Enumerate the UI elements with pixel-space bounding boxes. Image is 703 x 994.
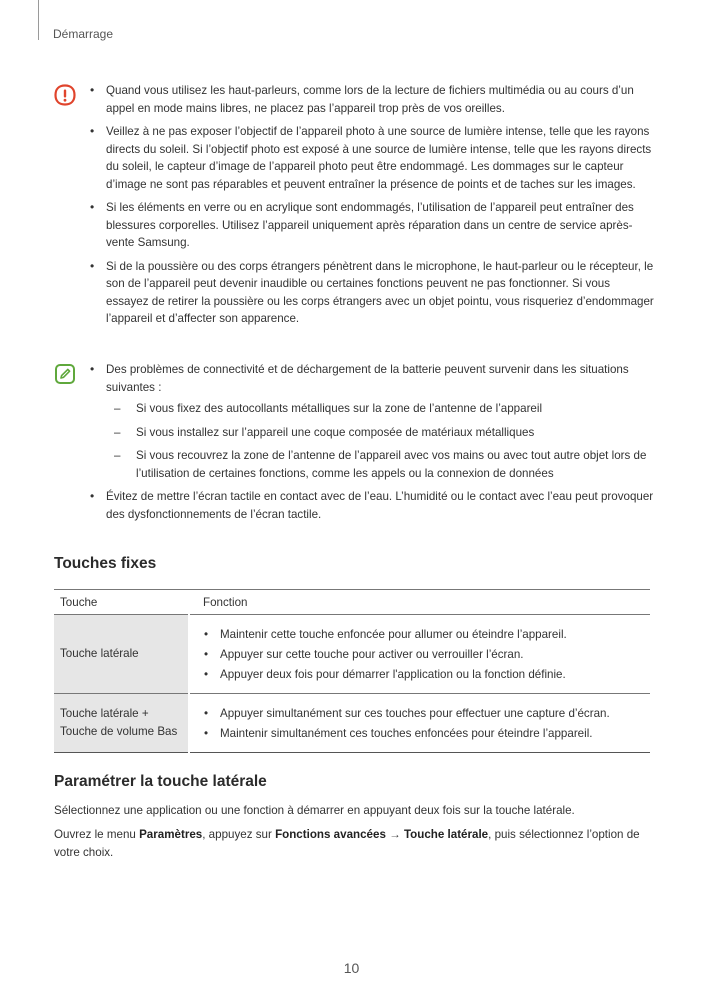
- page-header: [38, 0, 114, 41]
- function-item: • Maintenir simultanément ces touches enfoncées pour éteindre l’appareil.: [204, 725, 646, 742]
- note-pencil-icon: [54, 363, 76, 385]
- function-item: • Appuyer simultanément sur ces touches pour effectuer une capture d’écran.: [204, 705, 646, 722]
- function-item: • Maintenir cette touche enfoncée pour allumer ou éteindre l’appareil.: [204, 626, 646, 643]
- key-cell: Touche latérale + Touche de volume Bas: [54, 694, 189, 753]
- paragraph: Sélectionnez une application ou une fonction à démarrer en appuyant deux fois sur la touche latérale.: [54, 804, 575, 817]
- caution-icon: [54, 84, 76, 106]
- list-item: • Si les éléments en verre ou en acrylique sont endommagés, l’utilisation de l’appareil peut entraîner des blessures corporelles. Utilisez l’appareil uniquement après réparation dans un centre de service après-vente Samsung.: [90, 199, 654, 252]
- note-sublist: [106, 396, 654, 482]
- note-item-text: Des problèmes de connectivité et de déchargement de la batterie peuvent survenir dans les situations suivantes :: [106, 363, 629, 394]
- column-header-function: Fonction: [189, 590, 650, 615]
- menu-name-advanced-features: Fonctions avancées: [275, 828, 386, 841]
- list-item: [90, 361, 654, 482]
- table-header-row: [54, 590, 650, 615]
- function-item: • Appuyer deux fois pour démarrer l'application ou la fonction définie.: [204, 666, 646, 683]
- note-list: [54, 361, 654, 523]
- list-item: • Si de la poussière ou des corps étrangers pénètrent dans le microphone, le haut-parleur ou le récepteur, le son de l’appareil peut devenir inaudible ou certaines fonctions peuvent ne pas fonctionner. Si vous essayez de retirer la poussière ou les corps étrangers avec un objet pointu, vous risqueriez d’endommager l’appareil et d’affecter son apparence.: [90, 258, 654, 328]
- note-notice: [54, 361, 654, 529]
- sub-list-item: – Si vous fixez des autocollants métalliques sur la zone de l’antenne de l’appareil: [106, 400, 654, 418]
- sub-list-item: – Si vous recouvrez la zone de l’antenne de l’appareil avec vos mains ou avec tout autre objet lors de l’utilisation de certaines fonctions, comme les appels ou la connexion de données: [106, 447, 654, 482]
- caution-notice: [54, 82, 654, 334]
- function-item: • Appuyer sur cette touche pour activer ou verrouiller l’écran.: [204, 646, 646, 663]
- function-list: [204, 705, 646, 742]
- section-title: Démarrage: [53, 27, 114, 41]
- paragraph-text: Ouvrez le menu: [54, 828, 140, 841]
- table-row: [54, 615, 650, 694]
- list-item: • Veillez à ne pas exposer l’objectif de l’appareil photo à une source de lumière intense, telle que les rayons directs du soleil. Si l’objectif photo est exposé à une source de lumière intense, telle que les rayons directs du soleil, le capteur d’image de l’appareil photo peut être endommagé. Les dommages sur le capteur d’image ne sont pas réparables et peuvent entraîner la présence de points et de taches sur les images.: [90, 123, 654, 193]
- list-item: • Quand vous utilisez les haut-parleurs, comme lors de la lecture de fichiers multimédia ou au cours d’un appel en mode mains libres, ne placez pas l’appareil trop près de vos oreilles.: [90, 82, 654, 117]
- function-list: [204, 626, 646, 683]
- function-cell: [189, 694, 650, 753]
- menu-name-side-key: Touche latérale: [403, 828, 489, 841]
- paragraph-text: , puis sélectionnez l’option de votre choix.: [54, 828, 640, 859]
- column-header-key: Touche: [54, 590, 189, 615]
- caution-list: [54, 82, 654, 328]
- menu-name-settings: Paramètres: [139, 828, 203, 841]
- keys-table: [54, 589, 650, 753]
- page-number: 10: [343, 960, 360, 976]
- sub-list-item: – Si vous installez sur l’appareil une coque composée de matériaux métalliques: [106, 424, 654, 442]
- table-row: [54, 694, 650, 753]
- list-item: • Évitez de mettre l’écran tactile en contact avec de l’eau. L’humidité ou le contact avec l’eau peut provoquer des dysfonctionnements de l’écran tactile.: [90, 488, 654, 523]
- function-cell: [189, 615, 650, 694]
- paragraph-text: , appuyez sur: [202, 828, 276, 841]
- arrow: →: [385, 828, 404, 841]
- section-heading-keys: Touches fixes: [54, 555, 157, 572]
- key-cell: Touche latérale: [54, 615, 189, 694]
- paragraph: [54, 826, 650, 862]
- section-heading-side-key: Paramétrer la touche latérale: [54, 773, 267, 790]
